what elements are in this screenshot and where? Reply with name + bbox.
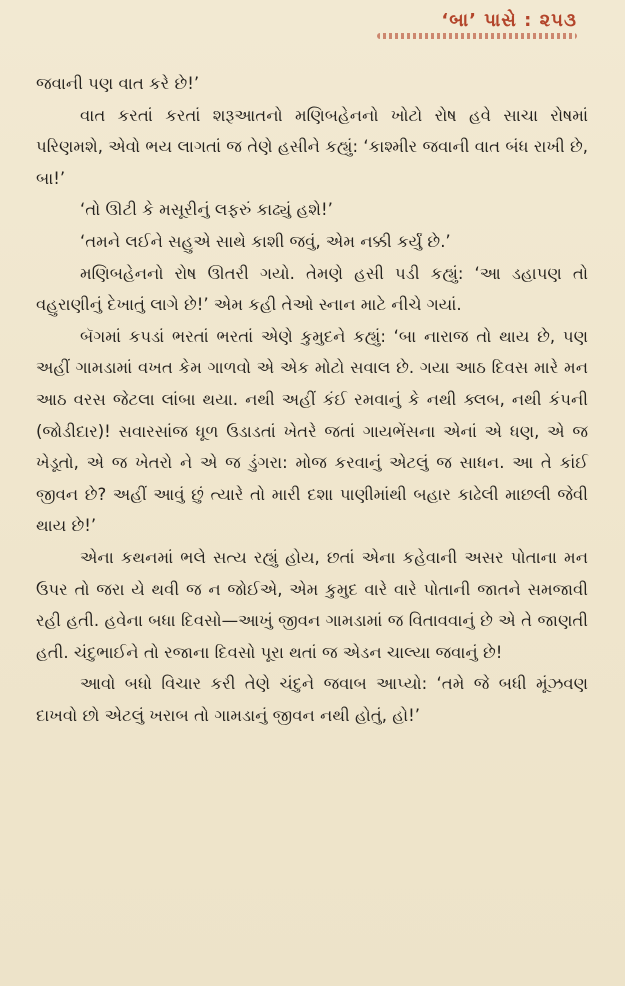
running-header bbox=[377, 10, 577, 39]
body-text bbox=[36, 68, 588, 731]
paragraph: મણિબહેનનો રોષ ઊતરી ગયો. તેમણે હસી પડી કહ્યું: ‘આ ડહાપણ તો વહુરાણીનું દેખાતું લાગે છે!’ એમ કહી તેઓ સ્નાન માટે નીચે ગયાં. bbox=[36, 263, 588, 315]
running-head-text: ‘બા’ પાસે : ૨૫૩ bbox=[441, 10, 577, 31]
header-wavy-rule bbox=[377, 33, 577, 39]
paragraph: જવાની પણ વાત કરે છે!’ bbox=[36, 74, 200, 93]
paragraph: એના કથનમાં ભલે સત્ય રહ્યું હોય, છતાં એના કહેવાની અસર પોતાના મન ઉપર તો જરા યે થવી જ ન જોઈએ, એમ કુમુદ વારે વારે પોતાની જાતને સમજાવી રહી હતી. હવેના બધા દિવસો—આખું જીવન ગામડામાં જ વિતાવવાનું છે એ તે જાણતી હતી. ચંદુભાઈને તો રજાના દિવસો પૂરા થતાં જ એડન ચાલ્યા જવાનું છે! bbox=[36, 547, 588, 662]
paragraph: ‘તમને લઈને સહુએ સાથે કાશી જવું, એમ નક્કી કર્યું છે.’ bbox=[80, 231, 451, 251]
paragraph: બૅગમાં કપડાં ભરતાં ભરતાં એણે કુમુદને કહ્યું: ‘બા નારાજ તો થાય છે, પણ અહીં ગામડામાં વખત કેમ ગાળવો એ એક મોટો સવાલ છે. ગયા આઠ દિવસ મારે મન આઠ વરસ જેટલા લાંબા થયા. નથી અહીં કંઈ રમવાનું કે નથી ક્લબ, નથી કંપની (જોડીદાર)! સવારસાંજ ધૂળ ઉડાડતાં ખેતરે જતાં ગાયભેંસના એનાં એ ધણ, એ જ ખેડૂતો, એ જ ખેતરો ને એ જ ડુંગરા: મોજ કરવાનું એટલું જ સાધન. આ તે કાંઈ જીવન છે? અહીં આવું છું ત્યારે તો મારી દશા પાણીમાંથી બહાર કાઢેલી માછલી જેવી થાય છે!’ bbox=[36, 326, 588, 536]
paragraph: આવો બધો વિચાર કરી તેણે ચંદુને જવાબ આપ્યો: ‘તમે જે બધી મૂંઝવણ દાખવો છો એટલું ખરાબ તો ગામડાનું જીવન નથી હોતું, હો!’ bbox=[36, 674, 588, 725]
paragraph: ‘તો ઊટી કે મસૂરીનું લફરું કાઢ્યું હશે!’ bbox=[80, 200, 333, 220]
paragraph: વાત કરતાં કરતાં શરૂઆતનો મણિબહેનનો ખોટો રોષ હવે સાચા રોષમાં પરિણમશે, એવો ભય લાગતાં જ તેણે હસીને કહ્યું: ‘કાશ્મીર જવાની વાત બંધ રાખી છે, બા!’ bbox=[36, 105, 588, 188]
